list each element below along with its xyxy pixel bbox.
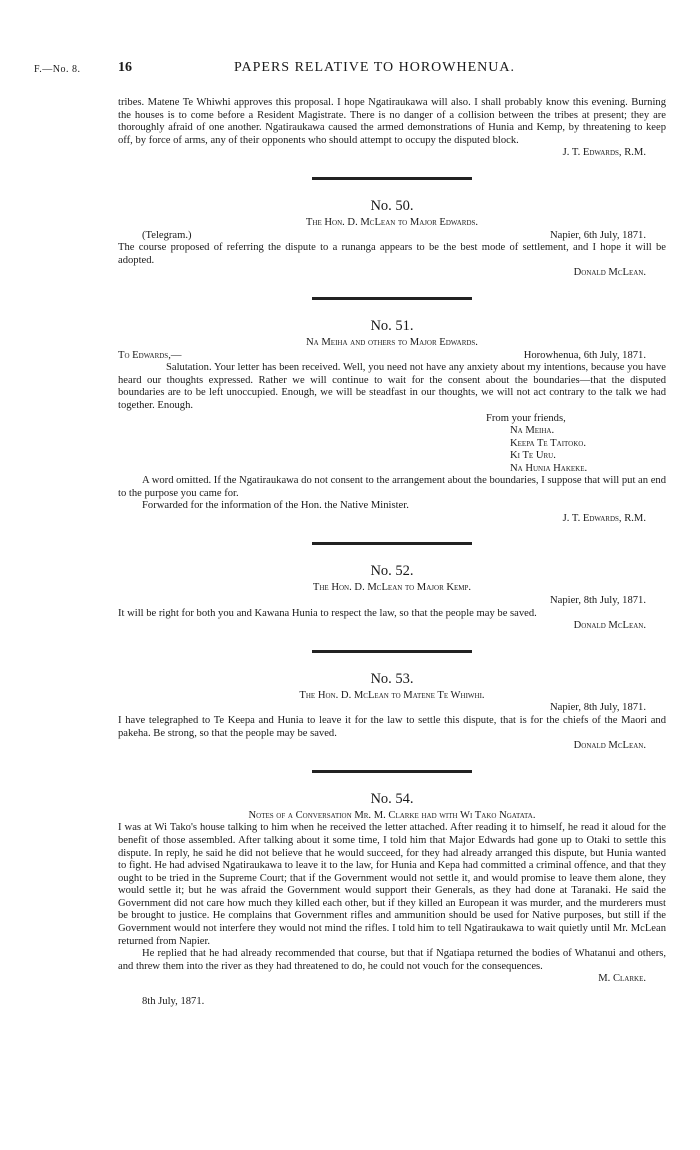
forwarding-note: Forwarded for the information of the Hon. the Native Minister. bbox=[142, 500, 409, 512]
section-divider bbox=[312, 770, 472, 773]
body-paragraph: I was at Wi Tako's house talking to him when he received the letter attached. After reading it to himself, he read it aloud for the benefit of those assembled. After talking about it some time, I told him that Major Edwards had gone up to Otaki to settle this dispute. In reply, he said he did not believe that he would succeed, for they had already arranged this dispute, but Hunia wanted to fight. He had advised Ngatiraukawa to leave it to the law, for Hunia and Kepa had committed a criminal offence, and that they ought to be tried in the Supreme Court; that if the Government would not settle it, and would promise to leave them alone, they would settle it; but he was afraid the Government would support their Generals, as they had done at Taranaki. He said the Government did not care how much they killed each other, but if they killed an European it was murder, and the murderers must be brought to justice. He complains that Government rifles and ammunition should be used for Native purposes, but still if the Government would not interfere they would not mind the rifles. I told him to tell Ngatiraukawa to wait quietly until Mr. McLean returned from Napier. bbox=[118, 822, 666, 947]
signatory: Na Hunia Hakeke. bbox=[510, 462, 588, 474]
signature: Donald McLean. bbox=[573, 740, 646, 752]
closing-phrase: From your friends, bbox=[486, 412, 566, 424]
signature: Donald McLean. bbox=[573, 620, 646, 632]
document-subtitle: Na Meiha and others to Major Edwards. bbox=[306, 336, 478, 348]
signature: J. T. Edwards, R.M. bbox=[562, 512, 646, 524]
note-paragraph: A word omitted. If the Ngatiraukawa do not consent to the arrangement about the boundaries, I suppose that will put an end to the purpose you came for. bbox=[118, 475, 666, 499]
page-header bbox=[34, 62, 674, 78]
document-no-50 bbox=[118, 197, 666, 280]
body-paragraph: It will be right for both you and Kawana Hunia to respect the law, so that the people may be saved. bbox=[118, 607, 537, 619]
signatory: Ki Te Uru. bbox=[510, 450, 556, 461]
document-number: No. 51. bbox=[370, 317, 414, 334]
paper-reference: F.—No. 8. bbox=[34, 64, 81, 75]
document-no-51 bbox=[118, 317, 666, 525]
closing-date: 8th July, 1871. bbox=[142, 996, 205, 1008]
document-number: No. 52. bbox=[370, 563, 414, 580]
salutation: To Edwards,— bbox=[118, 349, 182, 361]
document-no-54 bbox=[118, 790, 666, 1009]
signatory-block bbox=[486, 412, 666, 476]
document-no-53 bbox=[118, 670, 666, 753]
signatory: Keepa Te Taitoko. bbox=[510, 437, 586, 449]
place-date: Napier, 6th July, 1871. bbox=[550, 229, 646, 241]
section-divider bbox=[312, 650, 472, 653]
signatory: Na Meiha. bbox=[510, 425, 555, 436]
signature: J. T. Edwards, R.M. bbox=[562, 147, 646, 159]
document-number: No. 53. bbox=[370, 670, 414, 687]
telegram-line bbox=[118, 230, 666, 243]
document-subtitle: The Hon. D. McLean to Matene Te Whiwhi. bbox=[299, 689, 485, 701]
place-date: Horowhenua, 6th July, 1871. bbox=[523, 349, 646, 361]
place-date: Napier, 8th July, 1871. bbox=[550, 594, 646, 606]
section-divider bbox=[312, 297, 472, 300]
page-content bbox=[118, 97, 666, 1009]
document-number: No. 50. bbox=[370, 197, 414, 214]
body-paragraph: The course proposed of referring the dispute to a runanga appears to be the best mode of settlement, and I hope it will be adopted. bbox=[118, 242, 666, 266]
document-no-52 bbox=[118, 562, 666, 632]
signature: Donald McLean. bbox=[573, 267, 646, 279]
section-divider bbox=[312, 177, 472, 180]
body-paragraph: Salutation. Your letter has been received. Well, you need not have any anxiety about my intentions, because you have heard our thoughts expressed. Rather we will continue to wait for the consent about the boundaries—that the disputed boundaries are to be left unoccupied. Enough, we will be steadfast in our thoughts, we will not act contrary to the talk we had together. Enough. bbox=[118, 362, 666, 411]
signature: M. Clarke. bbox=[598, 973, 646, 985]
salutation-line bbox=[118, 350, 666, 363]
section-divider bbox=[312, 542, 472, 545]
document-subtitle: Notes of a Conversation Mr. M. Clarke had with Wi Tako Ngatata. bbox=[248, 809, 536, 821]
body-paragraph: I have telegraphed to Te Keepa and Hunia to leave it for the law to settle this dispute, that is for the chiefs of the Maori and pakeha. Be strong, so that the people may be saved. bbox=[118, 714, 666, 739]
continued-paragraph: tribes. Matene Te Whiwhi approves this proposal. I hope Ngatiraukawa will also. I shall probably know this evening. Burning the houses is to come before a Resident Magistrate. There is no danger of a collision between the tribes at present; they are thoroughly afraid of one another. Ngatiraukawa caused the armed demonstrations of Hunia and Kemp, by threatening to keep off, by force of arms, any of their opponents who should attempt to occupy the disputed block. bbox=[118, 97, 666, 146]
place-date: Napier, 8th July, 1871. bbox=[550, 702, 646, 714]
document-number: No. 54. bbox=[370, 790, 414, 807]
body-paragraph: He replied that he had already recommended that course, but that if Ngatiapa returned the bodies of Whatanui and others, and threw them into the river as they had threatened to do, he could not vouch for the consequences. bbox=[118, 948, 666, 972]
telegram-tag: (Telegram.) bbox=[142, 229, 192, 241]
document-subtitle: The Hon. D. McLean to Major Kemp. bbox=[312, 582, 472, 594]
document-subtitle: The Hon. D. McLean to Major Edwards. bbox=[305, 216, 479, 228]
running-title: PAPERS RELATIVE TO HOROWHENUA. bbox=[234, 60, 515, 75]
page-number: 16 bbox=[118, 60, 132, 75]
